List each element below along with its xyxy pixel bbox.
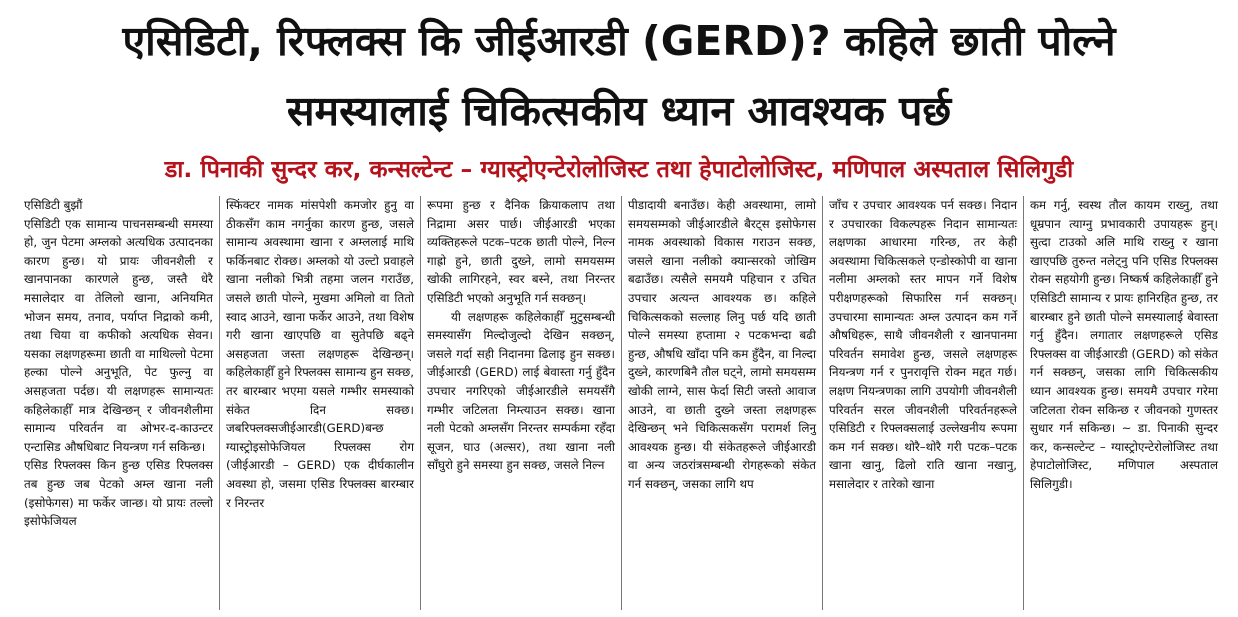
article-column-3 bbox=[420, 196, 621, 610]
column-paragraph: एसिडिटी एक सामान्य पाचनसम्बन्धी समस्या हो, जुन पेटमा अम्लको अत्यधिक उत्पादनका कारण हुन्छ। यो प्रायः जीवनशैली र खानपानका कारणले हुन्छ, जस्तै धेरै मसालेदार वा तेलिलो खाना, अनियमित भोजन समय, तनाव, पर्याप्त निद्राको कमी, तथा चिया वा कफीको अत्यधिक सेवन। यसका लक्षणहरूमा छाती वा माथिल्लो पेटमा हल्का पोल्ने अनुभूति, पेट फुल्नु वा असहजता पर्दछ। यी लक्षणहरू सामान्यतः कहिलेकाहीँ मात्र देखिन्छन् र जीवनशैलीमा सामान्य परिवर्तन वा ओभर-द-काउन्टर एन्टासिड औषधिबाट नियन्त्रण गर्न सकिन्छ। bbox=[24, 216, 213, 454]
headline-line-1: एसिडिटी, रिफ्लक्स कि जीईआरडी (GERD)? कहिले छाती पोल्ने bbox=[122, 17, 1116, 65]
column-paragraph: जाँच र उपचार आवश्यक पर्न सक्छ। निदान र उपचारका विकल्पहरू निदान सामान्यतः लक्षणका आधारमा गरिन्छ, तर केही अवस्थामा चिकित्सकले एन्डोस्कोपी वा खाना नलीमा अम्लको स्तर मापन गर्ने विशेष परीक्षणहरूको सिफारिस गर्न सक्छन्। उपचारमा सामान्यतः अम्ल उत्पादन कम गर्ने औषधिहरू, साथै जीवनशैली र खानपानमा परिवर्तन समावेश हुन्छ, जसले लक्षणहरू नियन्त्रण गर्न र पुनरावृत्ति रोक्न मद्दत गर्छ। लक्षण नियन्त्रणका लागि उपयोगी जीवनशैली परिवर्तन सरल जीवनशैली परिवर्तनहरूले एसिडिटी र रिफ्लक्सलाई उल्लेखनीय रूपमा कम गर्न सक्छ। थोरै–थोरै गरी पटक–पटक खाना खानु, ढिलो राति खाना नखानु, मसालेदार र तारेको खाना bbox=[829, 198, 1017, 491]
article-column-6 bbox=[1023, 196, 1224, 610]
article-column-2 bbox=[219, 196, 420, 610]
article-column-5 bbox=[822, 196, 1023, 610]
column-paragraph: रूपमा हुन्छ र दैनिक क्रियाकलाप तथा निद्रामा असर पार्छ। जीईआरडी भएका व्यक्तिहरूले पटक–पटक छाती पोल्ने, निल्न गाह्रो हुने, छाती दुख्ने, लामो समयसम्म खोकी लागिरहने, स्वर बस्ने, तथा निरन्तर एसिडिटी भएको अनुभूति गर्न सक्छन्। bbox=[427, 198, 615, 305]
article-column-4 bbox=[621, 196, 822, 610]
headline-line-2: समस्यालाई चिकित्सकीय ध्यान आवश्यक पर्छ bbox=[286, 87, 952, 135]
column-paragraph: एसिडिटी बुझौं bbox=[24, 198, 83, 212]
column-paragraph: कम गर्नु, स्वस्थ तौल कायम राख्नु, तथा धूम्रपान त्याग्नु प्रभावकारी उपायहरू हुन्। सुत्दा टाउको अलि माथि राख्नु र खाना खाएपछि तुरुन्त नलेट्नु पनि एसिड रिफ्लक्स रोक्न सहयोगी हुन्छ। निष्कर्ष कहिलेकाहीँ हुने एसिडिटी सामान्य र प्रायः हानिरहित हुन्छ, तर बारम्बार हुने छाती पोल्ने समस्यालाई बेवास्ता गर्नु हुँदैन। लगातार लक्षणहरूले एसिड रिफ्लक्स वा जीईआरडी (GERD) को संकेत गर्न सक्छन्, जसका लागि चिकित्सकीय ध्यान आवश्यक हुन्छ। समयमै उपचार गरेमा जटिलता रोक्न सकिन्छ र जीवनको गुणस्तर सुधार गर्न सकिन्छ। ~ डा. पिनाकी सुन्दर कर, कन्सल्टेन्ट – ग्यास्ट्रोएन्टेरोलोजिस्ट तथा हेपाटोलोजिस्ट, मणिपाल अस्पताल सिलिगुडी। bbox=[1030, 198, 1218, 491]
column-paragraph: यी लक्षणहरू कहिलेकाहीँ मुटुसम्बन्धी समस्यासँग मिल्दोजुल्दो देखिन सक्छन्, जसले गर्दा सही निदानमा ढिलाइ हुन सक्छ। जीईआरडी (GERD) लाई बेवास्ता गर्नु हुँदैन उपचार नगरिएको जीईआरडीले समयसँगै गम्भीर जटिलता निम्त्याउन सक्छ। खाना नली पेटको अम्लसँग निरन्तर सम्पर्कमा रहँदा सूजन, घाउ (अल्सर), तथा खाना नली साँघुरो हुने समस्या हुन सक्छ, जसले निल्न bbox=[427, 309, 615, 473]
article-column-1 bbox=[18, 196, 219, 610]
column-paragraph: पीडादायी बनाउँछ। केही अवस्थामा, लामो समयसम्मको जीईआरडीले बैरट्स इसोफेगस नामक अवस्थाको विकास गराउन सक्छ, जसले खाना नलीको क्यान्सरको जोखिम बढाउँछ। त्यसैले समयमै पहिचान र उचित उपचार अत्यन्त आवश्यक छ। कहिले चिकित्सकको सल्लाह लिनु पर्छ यदि छाती पोल्ने समस्या हप्तामा २ पटकभन्दा बढी हुन्छ, औषधि खाँदा पनि कम हुँदैन, वा निल्दा दुख्ने, कारणबिनै तौल घट्ने, लामो समयसम्म खोकी लाग्ने, सास फेर्दा सिटी जस्तो आवाज आउने, वा छाती दुख्ने जस्ता लक्षणहरू देखिन्छन् भने चिकित्सकसँग परामर्श लिनु आवश्यक हुन्छ। यी संकेतहरूले जीईआरडी वा अन्य जठरांत्रसम्बन्धी रोगहरूको संकेत गर्न सक्छन्, जसका लागि थप bbox=[628, 198, 816, 491]
column-paragraph: स्फिंक्टर नामक मांसपेशी कमजोर हुनु वा ठीकसँग काम नगर्नुका कारण हुन्छ, जसले सामान्य अवस्थामा खाना र अम्ललाई माथि फर्किनबाट रोक्छ। अम्लको यो उल्टो प्रवाहले खाना नलीको भित्री तहमा जलन गराउँछ, जसले छाती पोल्ने, मुखमा अमिलो वा तितो स्वाद आउने, खाना फर्केर आउने, तथा विशेष गरी खाना खाएपछि वा सुतेपछि बढ्ने असहजता जस्ता लक्षणहरू देखिन्छन्। कहिलेकाहीँ हुने रिफ्लक्स सामान्य हुन सक्छ, तर बारम्बार भएमा यसले गम्भीर समस्याको संकेत दिन सक्छ। जबरिफ्लक्सजीईआरडी(GERD)बन्छ ग्यास्ट्रोइसोफेजियल रिफ्लक्स रोग (जीईआरडी – GERD) एक दीर्घकालीन अवस्था हो, जसमा एसिड रिफ्लक्स बारम्बार र निरन्तर bbox=[226, 198, 414, 510]
column-paragraph: एसिड रिफ्लक्स किन हुन्छ एसिड रिफ्लक्स तब हुन्छ जब पेटको अम्ल खाना नली (इसोफेगस) मा फर्केर जान्छ। यो प्रायः तल्लो इसोफेजियल bbox=[24, 458, 213, 529]
author-byline: डा. पिनाकी सुन्दर कर, कन्सल्टेन्ट – ग्यास्ट्रोएन्टेरोलोजिस्ट तथा हेपाटोलोजिस्ट, मणिपाल अस्पताल सिलिगुडी bbox=[164, 155, 1074, 183]
article-body bbox=[18, 196, 1224, 610]
